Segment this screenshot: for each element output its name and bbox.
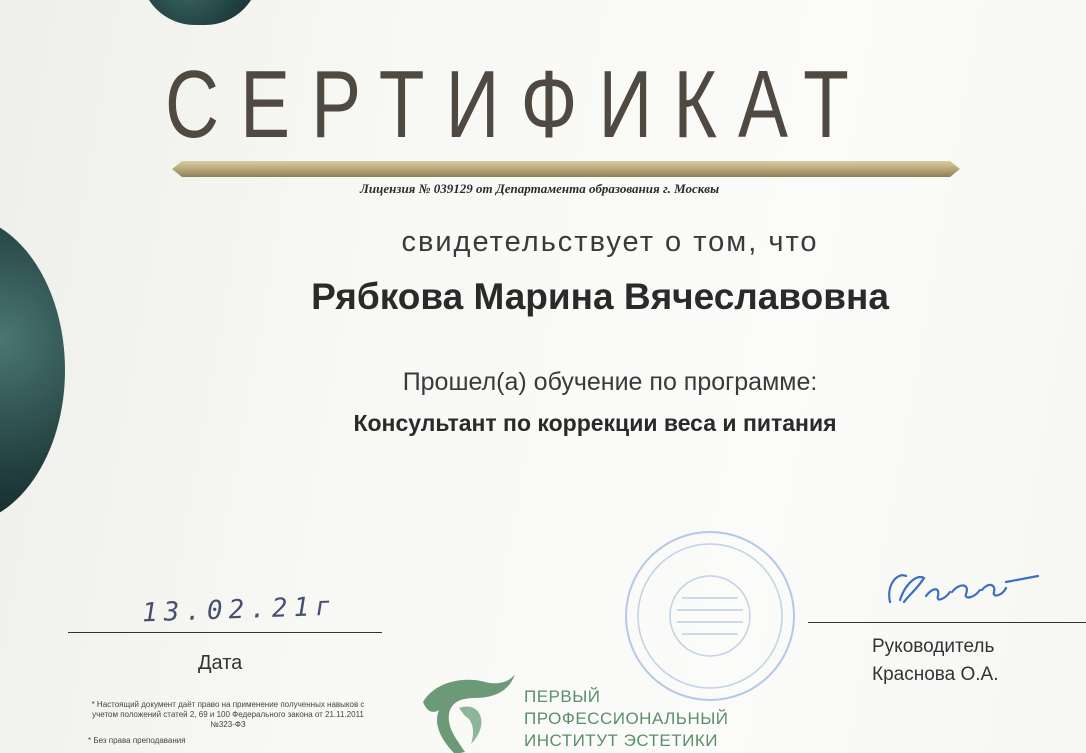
date-label: Дата xyxy=(198,652,243,674)
director-signature xyxy=(878,562,1043,622)
date-line xyxy=(68,632,382,633)
passed-training-text: Прошел(а) обучение по программе: xyxy=(402,368,818,396)
institute-name xyxy=(524,686,729,752)
director-role: Руководитель xyxy=(872,636,995,657)
handwritten-date: 13.02.21г xyxy=(141,591,338,629)
program-name: Консультант по коррекции веса и питания xyxy=(353,410,837,436)
institute-name-line-2: ПРОФЕССИОНАЛЬНЫЙ xyxy=(524,709,729,728)
official-stamp xyxy=(622,528,798,704)
institute-name-line-1: ПЕРВЫЙ xyxy=(524,687,601,706)
institute-logo xyxy=(415,668,520,753)
legal-footnote: * Настоящий документ даёт право на применение полученных навыков с учетом положений статей 2, 69 и 100 Федерального закона от 21.11.2011 №323-ФЗ xyxy=(91,700,365,729)
license-line: Лицензия № 039129 от Департамента образования г. Москвы xyxy=(360,181,720,196)
teaching-footnote: * Без права преподавания xyxy=(88,736,186,745)
director-name: Краснова О.А. xyxy=(872,664,999,685)
decorative-leaf-top xyxy=(140,0,260,25)
institute-name-line-3: ИНСТИТУТ ЭСТЕТИКИ xyxy=(524,731,718,750)
recipient-name: Рябкова Марина Вячеславовна xyxy=(311,276,889,317)
certifies-text: свидетельствует о том, что xyxy=(401,226,819,258)
signature-line xyxy=(808,622,1086,623)
certificate-title: СЕРТИФИКАТ xyxy=(165,51,870,158)
gold-divider xyxy=(172,160,960,178)
